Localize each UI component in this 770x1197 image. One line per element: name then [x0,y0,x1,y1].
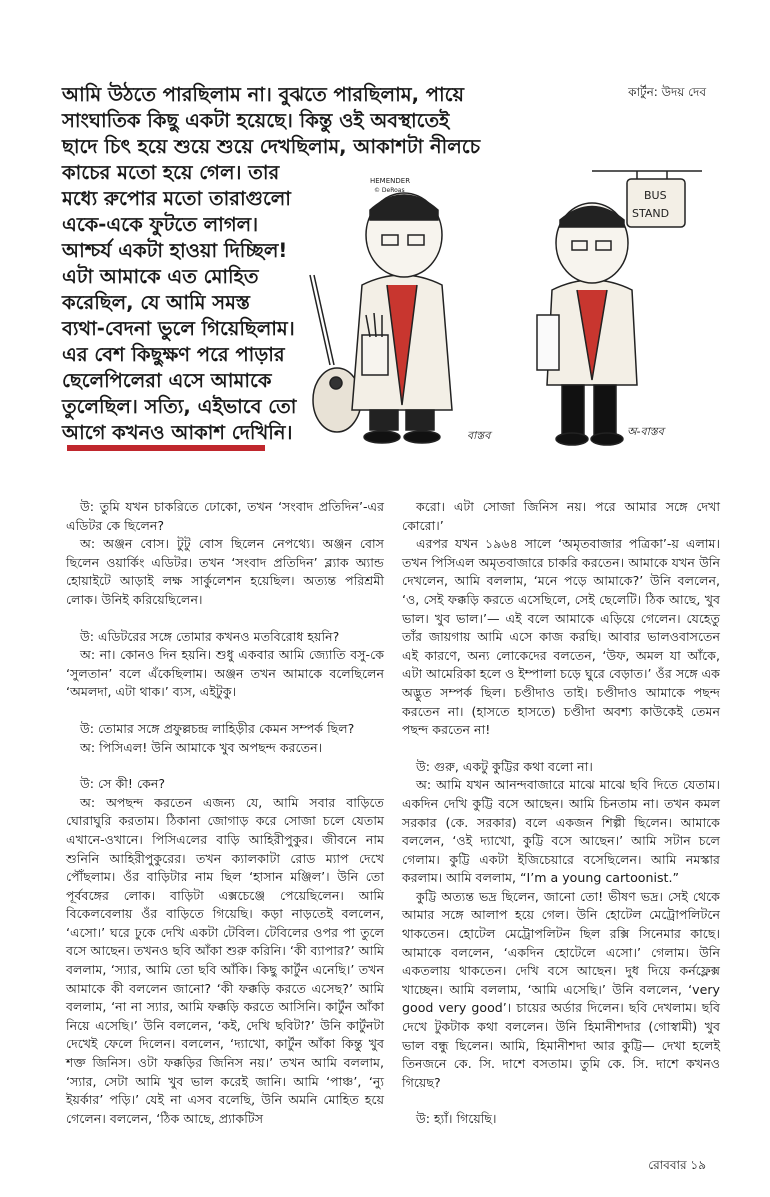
interview-answer: অ: অপছন্দ করতেন এজন্য যে, আমি সবার বাড়িতে ঘোরাঘুরি করতাম। ঠিকানা জোগাড় করে সোজা চলে যেতাম এখানে-ওখানে। পিসিএলের বাড়ি আহিরীপুকুর। জীবনে নাম শুনিনি আহিরীপুকুরের। তখন ক্যালকাটা রোড ম্যাপ দেখে পৌঁছলাম। ওঁর বাড়িটার নাম ছিল ‘হাসান মঞ্জিল’। উনি তো পূর্ববঙ্গের লোক। বাড়িটা এক্সচেঞ্জে পেয়েছিলেন। আমি বিকেলবেলায় ওঁর বাড়িতে গিয়েছি। কড়া নাড়তেই বললেন, ‘এসো।’ ঘরে ঢুকে দেখি একটা টেবিল। টেবিলের ওপর পা তুলে বসে আছেন। তখনও ছবি আঁকা শুরু করিনি। ‘কী ব্যাপার?’ আমি বললাম, ‘স্যার, আমি তো ছবি আঁকি। কিছু কার্টুন এনেছি।’ তখন আমাকে কী বললেন জানো? ‘কী ফক্কড়ি করতে এসেছ?’ আমি বললাম, ‘না না স্যার, আমি ফক্কড়ি করতে আসিনি। কার্টুন আঁকা নিয়ে এসেছি।’ উনি বললেন, ‘কই, দেখি ছবিটা?’ উনি কার্টুনটা দেখেই ফেলে দিলেন। বললেন, ‘দ্যাখো, কার্টুন আঁকা কিন্তু খুব শক্ত জিনিস। ওটা ফক্কড়ির জিনিস নয়।’ তখন আমি বললাম, ‘স্যার, সেটা আমি খুব ভাল করেই জানি। আমি ‘পাঞ্চ’, ‘ন্যু ইয়র্কার’ পড়ি।’ যেই না এসব বলেছি, উনি অমনি মোহিত হয়ে গেলেন। বললেন, ‘ঠিক আছে, প্র্যাকটিস [66,794,384,1126]
caption-reality: বাস্তব [467,429,491,442]
interview-question: উ: তুমি যখন চাকরিতে ঢোকো, তখন ‘সংবাদ প্রতিদিন’-এর এডিটর কে ছিলেন? [66,499,384,533]
article-column-right [402,498,720,1129]
pull-quote-line: ছেলেপিলেরা এসে আমাকে [62,369,272,392]
left-figure [352,193,452,443]
pull-quote-line: এর বেশ কিছুক্ষণ পরে পাড়ার [62,343,285,366]
interview-question: উ: হ্যাঁ। গিয়েছি। [416,1111,497,1127]
pull-quote-line: কাচের মতো হয়ে গেল। তার [62,161,280,184]
cartoon-drawing [292,165,702,450]
pull-quote-line: আশ্চর্য একটা হাওয়া দিচ্ছিল! [62,239,288,262]
interview-answer: অ: আমি যখন আনন্দবাজারে মাঝে মাঝে ছবি দিতে যেতাম। একদিন দেখি কুট্টি বসে আছেন। আমি চিনতাম না। তখন কমল সরকার (কে. সরকার) বলে একজন শিল্পী ছিলেন। আমাকে বললেন, ‘ওই দ্যাখো, কুট্টি বসে আছেন।’ আমি সটান চলে গেলাম। কুট্টি একটা ইজিচেয়ারে বসেছিলেন। আমি নমস্কার করলাম। আমি বললাম, “I’m a young cartoonist.” [402,777,720,886]
sign-text-bus: BUS [644,189,667,202]
cartoon-credit: কার্টুন: উদয় দেব [628,85,706,99]
pull-quote-line: সাংঘাতিক কিছু একটা হয়েছে। কিন্তু ওই অবস্থাতেই [62,109,450,132]
interview-answer: অ: পিসিএল! উনি আমাকে খুব অপছন্দ করতেন। [80,739,323,755]
interview-answer: করো। এটা সোজা জিনিস নয়। পরে আমার সঙ্গে দেখা কোরো।’ [402,499,720,533]
pull-quote-line: মধ্যে রুপোর মতো তারাগুলো [62,187,291,210]
page-folio: রোববার ১৯ [648,1158,706,1172]
interview-question: উ: তোমার সঙ্গে প্রফুল্লচন্দ্র লাহিড়ীর কেমন সম্পর্ক ছিল? [80,720,355,736]
pull-quote-line: ছাদে চিৎ হয়ে শুয়ে শুয়ে দেখছিলাম, আকাশটা নীলচে [62,135,481,158]
pull-quote-line: আগে কখনও আকাশ দেখিনি। [62,421,293,444]
interview-question: উ: গুরু, একটু কুট্টির কথা বলো না। [416,758,593,774]
caption-unreal: অ-বাস্তব [627,425,664,438]
interview-answer: অ: না। কোনও দিন হয়নি। শুধু একবার আমি জ্যোতি বসু-কে ‘সুলতান’ বলে এঁকেছিলাম। অঞ্জন তখন আমাকে বলেছিলেন ‘অমলদা, এটা থাক।’ ব্যস, এইটুকু। [66,647,384,700]
pull-quote-line: করেছিল, যে আমি সমস্ত [62,291,250,314]
pull-quote-line: একে-একে ফুটতে লাগল। [62,213,259,236]
interview-question: উ: সে কী! কেন? [80,776,166,792]
artist-signature: HEMENDER [370,177,411,185]
accent-rule [67,445,265,451]
pull-quote-line: এটা আমাকে এত মোহিত [62,265,259,288]
cartoon-illustration [292,165,702,450]
sign-text-stand: STAND [632,207,670,220]
interview-answer: এরপর যখন ১৯৬৪ সালে ‘অমৃতবাজার পত্রিকা’-য় এলাম। তখন পিসিএল অমৃতবাজারে চাকরি করতেন। আমাকে যখন উনি দেখলেন, আমি বললাম, ‘মনে পড়ে আমাকে?’ উনি বললেন, ‘ও, সেই ফক্কড়ি করতে এসেছিলে, সেই ছেলেটি। ঠিক আছে, খুব ভাল। খুব ভাল।’— এই বলে আমাকে এড়িয়ে গেলেন। যেহেতু তাঁর জায়গায় আমি এসে কাজ করছি। আবার ভালওবাসতেন এই কারণে, অন্য লোকেদের বলতেন, ‘উফ, অমল যা আঁকে, এটা আমেরিকা হলে ও ইম্পালা চড়ে ঘুরে বেড়াত।’ ওঁর সঙ্গে এক অদ্ভুত সম্পর্ক ছিল। চণ্ডীদাও তাই। চণ্ডীদাও আমাকে পছন্দ করতেন না। (হাসতে হাসতে) চণ্ডীদা অবশ্য কাউকেই তেমন পছন্দ করতেন না! [402,536,720,738]
right-figure [537,203,637,445]
interview-answer: কুট্টি অত্যন্ত ভদ্র ছিলেন, জানো তো! ভীষণ ভদ্র। সেই থেকে আমার সঙ্গে আলাপ হয়ে গেল। উনি হোটেল মেট্রোপলিটনে থাকতেন। হোটেল মেট্রোপলিটন ছিল রক্সি সিনেমার কাছে। আমাকে বললেন, ‘একদিন হোটেলে এসো।’ গেলাম। উনি একতলায় থাকতেন। দেখি বসে আছেন। দুধ দিয়ে কর্নফ্লেক্স খাচ্ছেন। আমি বললাম, ‘আমি এসেছি।’ উনি বললেন, ‘very good very good’। চায়ের অর্ডার দিলেন। ছবি দেখলাম। ছবি দেখে টুকটাক কথা বললেন। উনি হিমানীশদার (গোস্বামী) খুব ভাল বন্ধু ছিলেন। আমি, হিমানীশদা আর কুট্টি— দেখা হলেই তিনজনে কে. সি. দাশে বসতাম। তুমি কে. সি. দাশে কখনও গিয়েছ? [402,888,720,1090]
article-column-left [66,498,384,1128]
pull-quote-line: আমি উঠতে পারছিলাম না। বুঝতে পারছিলাম, পায়ে [62,83,464,106]
artist-signature-sub: © DeRoas [374,187,405,194]
pull-quote-line: তুলেছিল। সত্যি, এইভাবে তো [62,395,297,418]
pull-quote-line: ব্যথা-বেদনা ভুলে গিয়েছিলাম। [62,317,295,340]
interview-question: উ: এডিটরের সঙ্গে তোমার কখনও মতবিরোধ হয়নি? [80,628,340,644]
interview-answer: অ: অঞ্জন বোস। টুটু বোস ছিলেন নেপথ্যে। অঞ্জন বোস ছিলেন ওয়ার্কিং এডিটর। তখন ‘সংবাদ প্রতিদিন’ ব্ল্যাক অ্যান্ড হোয়াইটে আড়াই লক্ষ সার্কুলেশন হয়েছিল। অত্যন্ত পরিশ্রমী লোক। উনিই করিয়েছিলেন। [66,536,384,607]
